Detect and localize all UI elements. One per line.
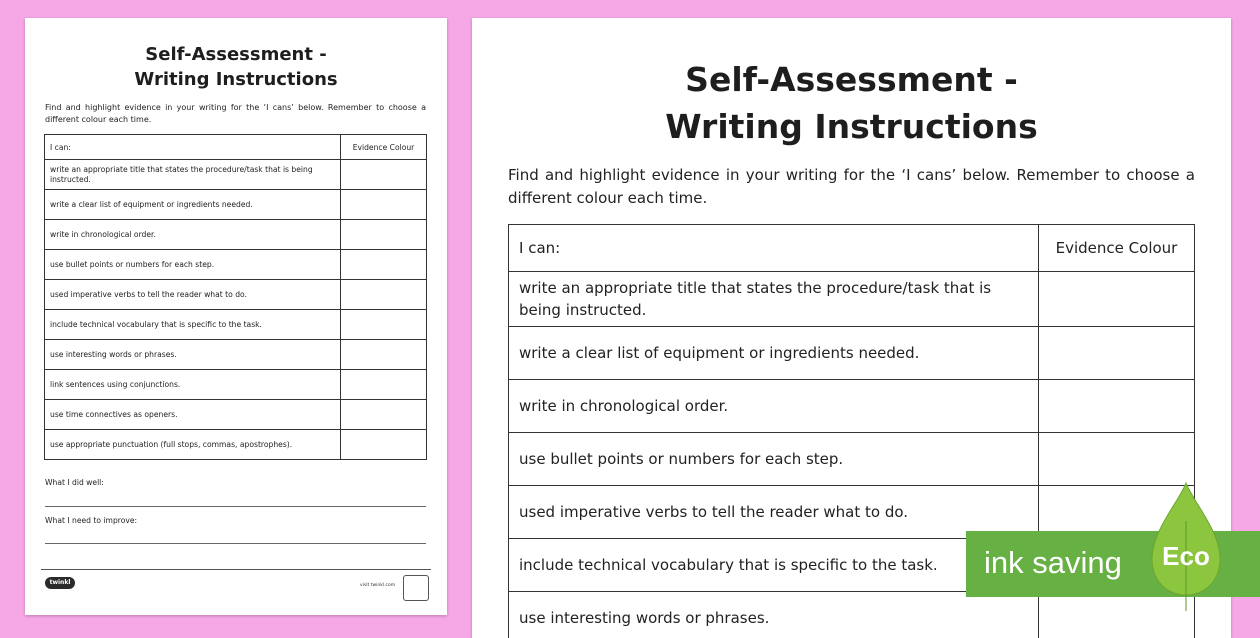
row-text: use interesting words or phrases. (45, 340, 341, 370)
evidence-cell[interactable] (1039, 327, 1195, 380)
evidence-cell[interactable] (341, 340, 427, 370)
row-text: used imperative verbs to tell the reader what to do. (509, 486, 1039, 539)
row-text: use interesting words or phrases. (509, 592, 1039, 638)
visit-text: visit twinkl.com (360, 583, 395, 588)
table-row (509, 272, 1195, 327)
table-row (509, 433, 1195, 486)
did-well-line[interactable] (45, 506, 426, 507)
table-row (45, 370, 427, 400)
improve-line[interactable] (45, 543, 426, 544)
table-row (509, 380, 1195, 433)
assessment-table (44, 134, 427, 460)
row-text: include technical vocabulary that is specific to the task. (45, 310, 341, 340)
evidence-cell[interactable] (1039, 380, 1195, 433)
table-header (45, 135, 427, 160)
evidence-cell[interactable] (1039, 272, 1195, 327)
table-row (45, 220, 427, 250)
table-row (45, 250, 427, 280)
title-line-2: Writing Instructions (25, 67, 447, 92)
header-evidence-colour: Evidence Colour (1039, 225, 1195, 272)
did-well-label: What I did well: (45, 478, 104, 487)
twinkl-logo: twinkl (45, 577, 75, 589)
evidence-cell[interactable] (341, 190, 427, 220)
title-line-1: Self-Assessment - (472, 56, 1231, 103)
footer-badge-icon (403, 575, 429, 601)
title-line-1: Self-Assessment - (25, 42, 447, 67)
table-row (45, 340, 427, 370)
row-text: use bullet points or numbers for each step. (45, 250, 341, 280)
worksheet-title (25, 42, 447, 92)
evidence-cell[interactable] (341, 220, 427, 250)
evidence-cell[interactable] (341, 280, 427, 310)
evidence-cell[interactable] (341, 310, 427, 340)
evidence-cell[interactable] (1039, 433, 1195, 486)
evidence-cell[interactable] (341, 370, 427, 400)
row-text: write in chronological order. (45, 220, 341, 250)
table-row (45, 310, 427, 340)
header-evidence-colour: Evidence Colour (341, 135, 427, 160)
intro-text: Find and highlight evidence in your writing for the ‘I cans’ below. Remember to choose a different colour each time. (45, 102, 426, 126)
row-text: used imperative verbs to tell the reader what to do. (45, 280, 341, 310)
evidence-cell[interactable] (341, 250, 427, 280)
improve-label: What I need to improve: (45, 516, 137, 525)
row-text: use bullet points or numbers for each step. (509, 433, 1039, 486)
evidence-cell[interactable] (341, 160, 427, 190)
evidence-cell[interactable] (341, 400, 427, 430)
worksheet-title (472, 56, 1231, 150)
row-text: write an appropriate title that states the procedure/task that is being instructed. (509, 272, 1039, 327)
table-row (45, 190, 427, 220)
ink-saving-text: ink saving (984, 545, 1122, 581)
table-row (509, 327, 1195, 380)
intro-text: Find and highlight evidence in your writing for the ‘I cans’ below. Remember to choose a different colour each time. (508, 164, 1195, 210)
row-text: write in chronological order. (509, 380, 1039, 433)
worksheet-thumbnail (25, 18, 447, 615)
row-text: use appropriate punctuation (full stops, commas, apostrophes). (45, 430, 341, 460)
eco-drop-icon (1148, 481, 1224, 615)
row-text: use time connectives as openers. (45, 400, 341, 430)
title-line-2: Writing Instructions (472, 103, 1231, 150)
row-text: write a clear list of equipment or ingredients needed. (45, 190, 341, 220)
row-text: link sentences using conjunctions. (45, 370, 341, 400)
row-text: include technical vocabulary that is specific to the task. (509, 539, 1039, 592)
header-i-can: I can: (45, 135, 341, 160)
table-header (509, 225, 1195, 272)
table-row (509, 592, 1195, 638)
table-row (45, 430, 427, 460)
evidence-cell[interactable] (341, 430, 427, 460)
row-text: write an appropriate title that states the procedure/task that is being instructed. (45, 160, 341, 190)
row-text: write a clear list of equipment or ingredients needed. (509, 327, 1039, 380)
table-row (45, 400, 427, 430)
table-row (45, 160, 427, 190)
footer-divider (41, 569, 431, 570)
table-row (45, 280, 427, 310)
eco-label: Eco (1148, 541, 1224, 572)
header-i-can: I can: (509, 225, 1039, 272)
